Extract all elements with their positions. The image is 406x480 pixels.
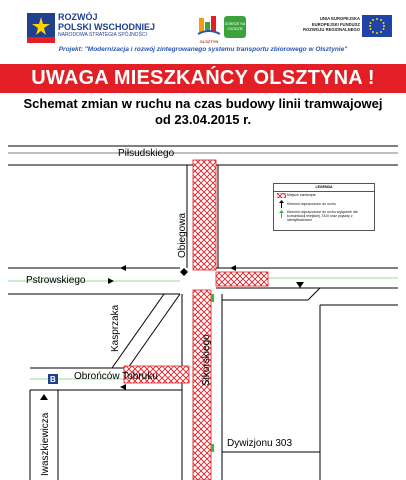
eu-line-2: EUROPEJSKI FUNDUSZ (311, 21, 360, 27)
green-logo: DOBRZE NA CHODZIE (224, 16, 246, 38)
arrow-icon (230, 265, 236, 271)
street-label-pstrowskiego: Pstrowskiego (26, 275, 86, 286)
logo-line-3: NARODOWA STRATEGIA SPÓJNOŚCI (58, 32, 147, 38)
closed-obiegowa (193, 160, 216, 270)
street-label-obroncow: Obrońców Tobruku (74, 371, 158, 382)
closed-pstrowskiego-east (216, 272, 268, 286)
subtitle-line-1: Schemat zmian w ruchu na czas budowy linii tramwajowej (23, 96, 383, 111)
legend-title: LEGENDA (274, 185, 374, 192)
legend-item-bus-only: Kierunki dopuszczone do ruchu wyłącznie dla komunikacji miejskiej, TAXI oraz pojazdy z identyfikatorami (287, 210, 358, 222)
eu-line-1: UNIA EUROPEJSKA (319, 16, 360, 21)
street-label-kasprzaka: Kasprzaka (110, 304, 121, 352)
legend-arrow-icon (279, 200, 284, 208)
street-label-pilsudskiego: Piłsudskiego (118, 148, 175, 159)
legend-closed-icon (277, 193, 286, 198)
legend-item-closed: Miejsce zamknięte (287, 193, 316, 197)
svg-text:B: B (50, 375, 56, 384)
street-label-obiegowa: Obiegowa (177, 212, 188, 258)
project-title: Projekt: "Modernizacja i rozwój zintegrowanego systemu transportu zbiorowego w Olsztynie" (58, 46, 348, 53)
arrow-icon (180, 268, 188, 272)
legend-green-arrow-icon (279, 210, 284, 218)
logo-line-2: POLSKI WSCHODNIEJ (58, 22, 156, 32)
subtitle-line-2: od 23.04.2015 r. (154, 112, 252, 127)
road-right-side (222, 288, 398, 480)
arrow-icon (108, 278, 114, 284)
street-label-sikorskiego: Sikorskiego (201, 334, 212, 386)
eu-line-3: ROZWOJU REGIONALNEGO (303, 27, 360, 32)
legend-item-allowed: Kierunki dopuszczone do ruchu (287, 202, 336, 206)
green-arrow-icon (211, 294, 214, 302)
arrow-icon (120, 265, 126, 271)
olsztyn-logo-label: OLSZTYN (199, 39, 219, 44)
legend (273, 183, 375, 231)
warning-banner: UWAGA MIESZKAŃCY OLSZTYNA ! (0, 64, 406, 93)
arrow-icon (40, 394, 48, 400)
arrow-icon (180, 272, 188, 276)
logo-line-1: ROZWÓJ (58, 12, 98, 22)
street-label-iwaszkiewicza: Iwaszkiewicza (40, 412, 51, 476)
street-label-dywizjonu: Dywizjonu 303 (227, 438, 293, 449)
green-arrow-icon (211, 444, 214, 452)
bus-stop-icon (48, 374, 58, 384)
arrow-icon (296, 282, 304, 288)
road-kasprzaka (112, 294, 180, 368)
arrow-icon (120, 384, 126, 390)
